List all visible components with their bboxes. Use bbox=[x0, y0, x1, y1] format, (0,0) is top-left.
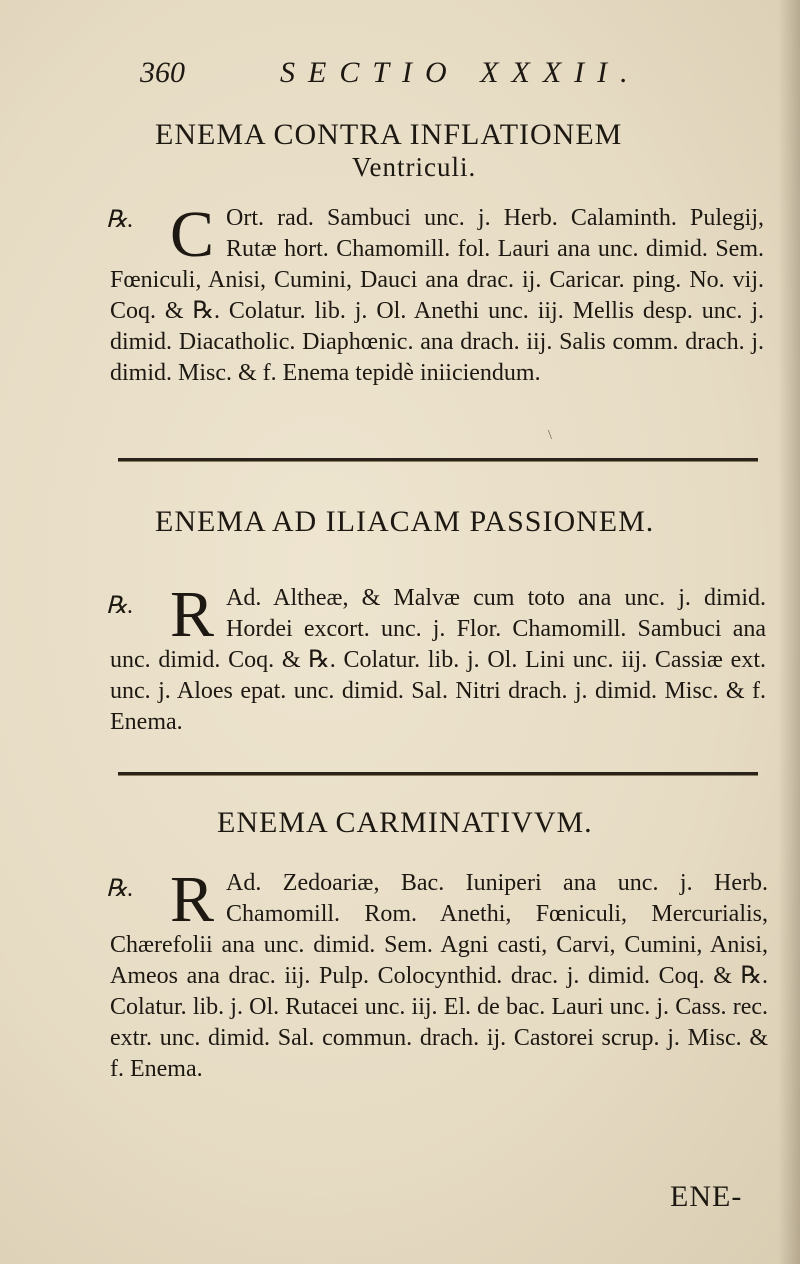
recipe-body-2 bbox=[106, 578, 766, 738]
page-spine-shadow bbox=[778, 0, 800, 1264]
ink-mark: \ bbox=[548, 428, 552, 443]
recipe-body-1 bbox=[106, 198, 764, 389]
dropcap-1: C bbox=[170, 198, 215, 271]
recipe-text-3: Ad. Zedoariæ, Bac. Iuniperi ana unc. j. Herb. Chamomill. Rom. Anethi, Fœniculi, Mercurialis, Chærefolii ana unc. dimid. Sem. Agni casti, Carvi, Cumini, Anisi, Ameos ana drac. iij. Pulp. Colocynthid. drac. j. dimid. Coq. & ℞. Colatur. lib. j. Ol. Rutacei unc. iij. El. de bac. Lauri unc. j. Cass. rec. extr. unc. dimid. Sal. commun. drach. ij. Castorei scrup. j. Misc. & f. Enema. bbox=[110, 870, 768, 1082]
dropcap-3: R bbox=[170, 863, 215, 936]
recipe-text-1: Ort. rad. Sambuci unc. j. Herb. Calaminth. Pulegij, Rutæ hort. Chamomill. fol. Lauri ana unc. dimid. Sem. Fœniculi, Anisi, Cumini, Dauci ana drac. ij. Caricar. ping. No. vij. Coq. & ℞. Colatur. lib. j. Ol. Anethi unc. iij. Mellis desp. unc. j. dimid. Diacatholic. Diaphœnic. ana drach. iij. Salis comm. drach. j. dimid. Misc. & f. Enema tepidè iniiciendum. bbox=[110, 205, 764, 386]
recipe-text-2: Ad. Altheæ, & Malvæ cum toto ana unc. j. dimid. Hordei excort. unc. j. Flor. Chamomill. Sambuci ana unc. dimid. Coq. & ℞. Colatur. lib. j. Ol. Lini unc. iij. Cassiæ ext. unc. j. Aloes epat. unc. dimid. Sal. Nitri drach. j. dimid. Misc. & f. Enema. bbox=[110, 585, 766, 735]
rx-symbol-1: ℞. bbox=[106, 207, 134, 233]
catchword: ENE- bbox=[670, 1180, 743, 1213]
section-subheading-1: Ventriculi. bbox=[352, 152, 477, 182]
section-heading-1: ENEMA CONTRA INFLATIONEM bbox=[155, 118, 623, 151]
recipe-body-3 bbox=[106, 863, 768, 1085]
section-heading-2: ENEMA AD ILIACAM PASSIONEM. bbox=[155, 505, 655, 538]
section-heading-3: ENEMA CARMINATIVVM. bbox=[217, 806, 593, 839]
page-header bbox=[140, 56, 660, 96]
running-head: SECTIO XXXII. bbox=[280, 56, 641, 89]
page-number: 360 bbox=[140, 56, 185, 89]
dropcap-2: R bbox=[170, 578, 215, 651]
section-divider-2 bbox=[118, 772, 758, 776]
section-divider-1 bbox=[118, 458, 758, 462]
rx-symbol-2: ℞. bbox=[106, 593, 134, 619]
rx-symbol-3: ℞. bbox=[106, 876, 134, 902]
